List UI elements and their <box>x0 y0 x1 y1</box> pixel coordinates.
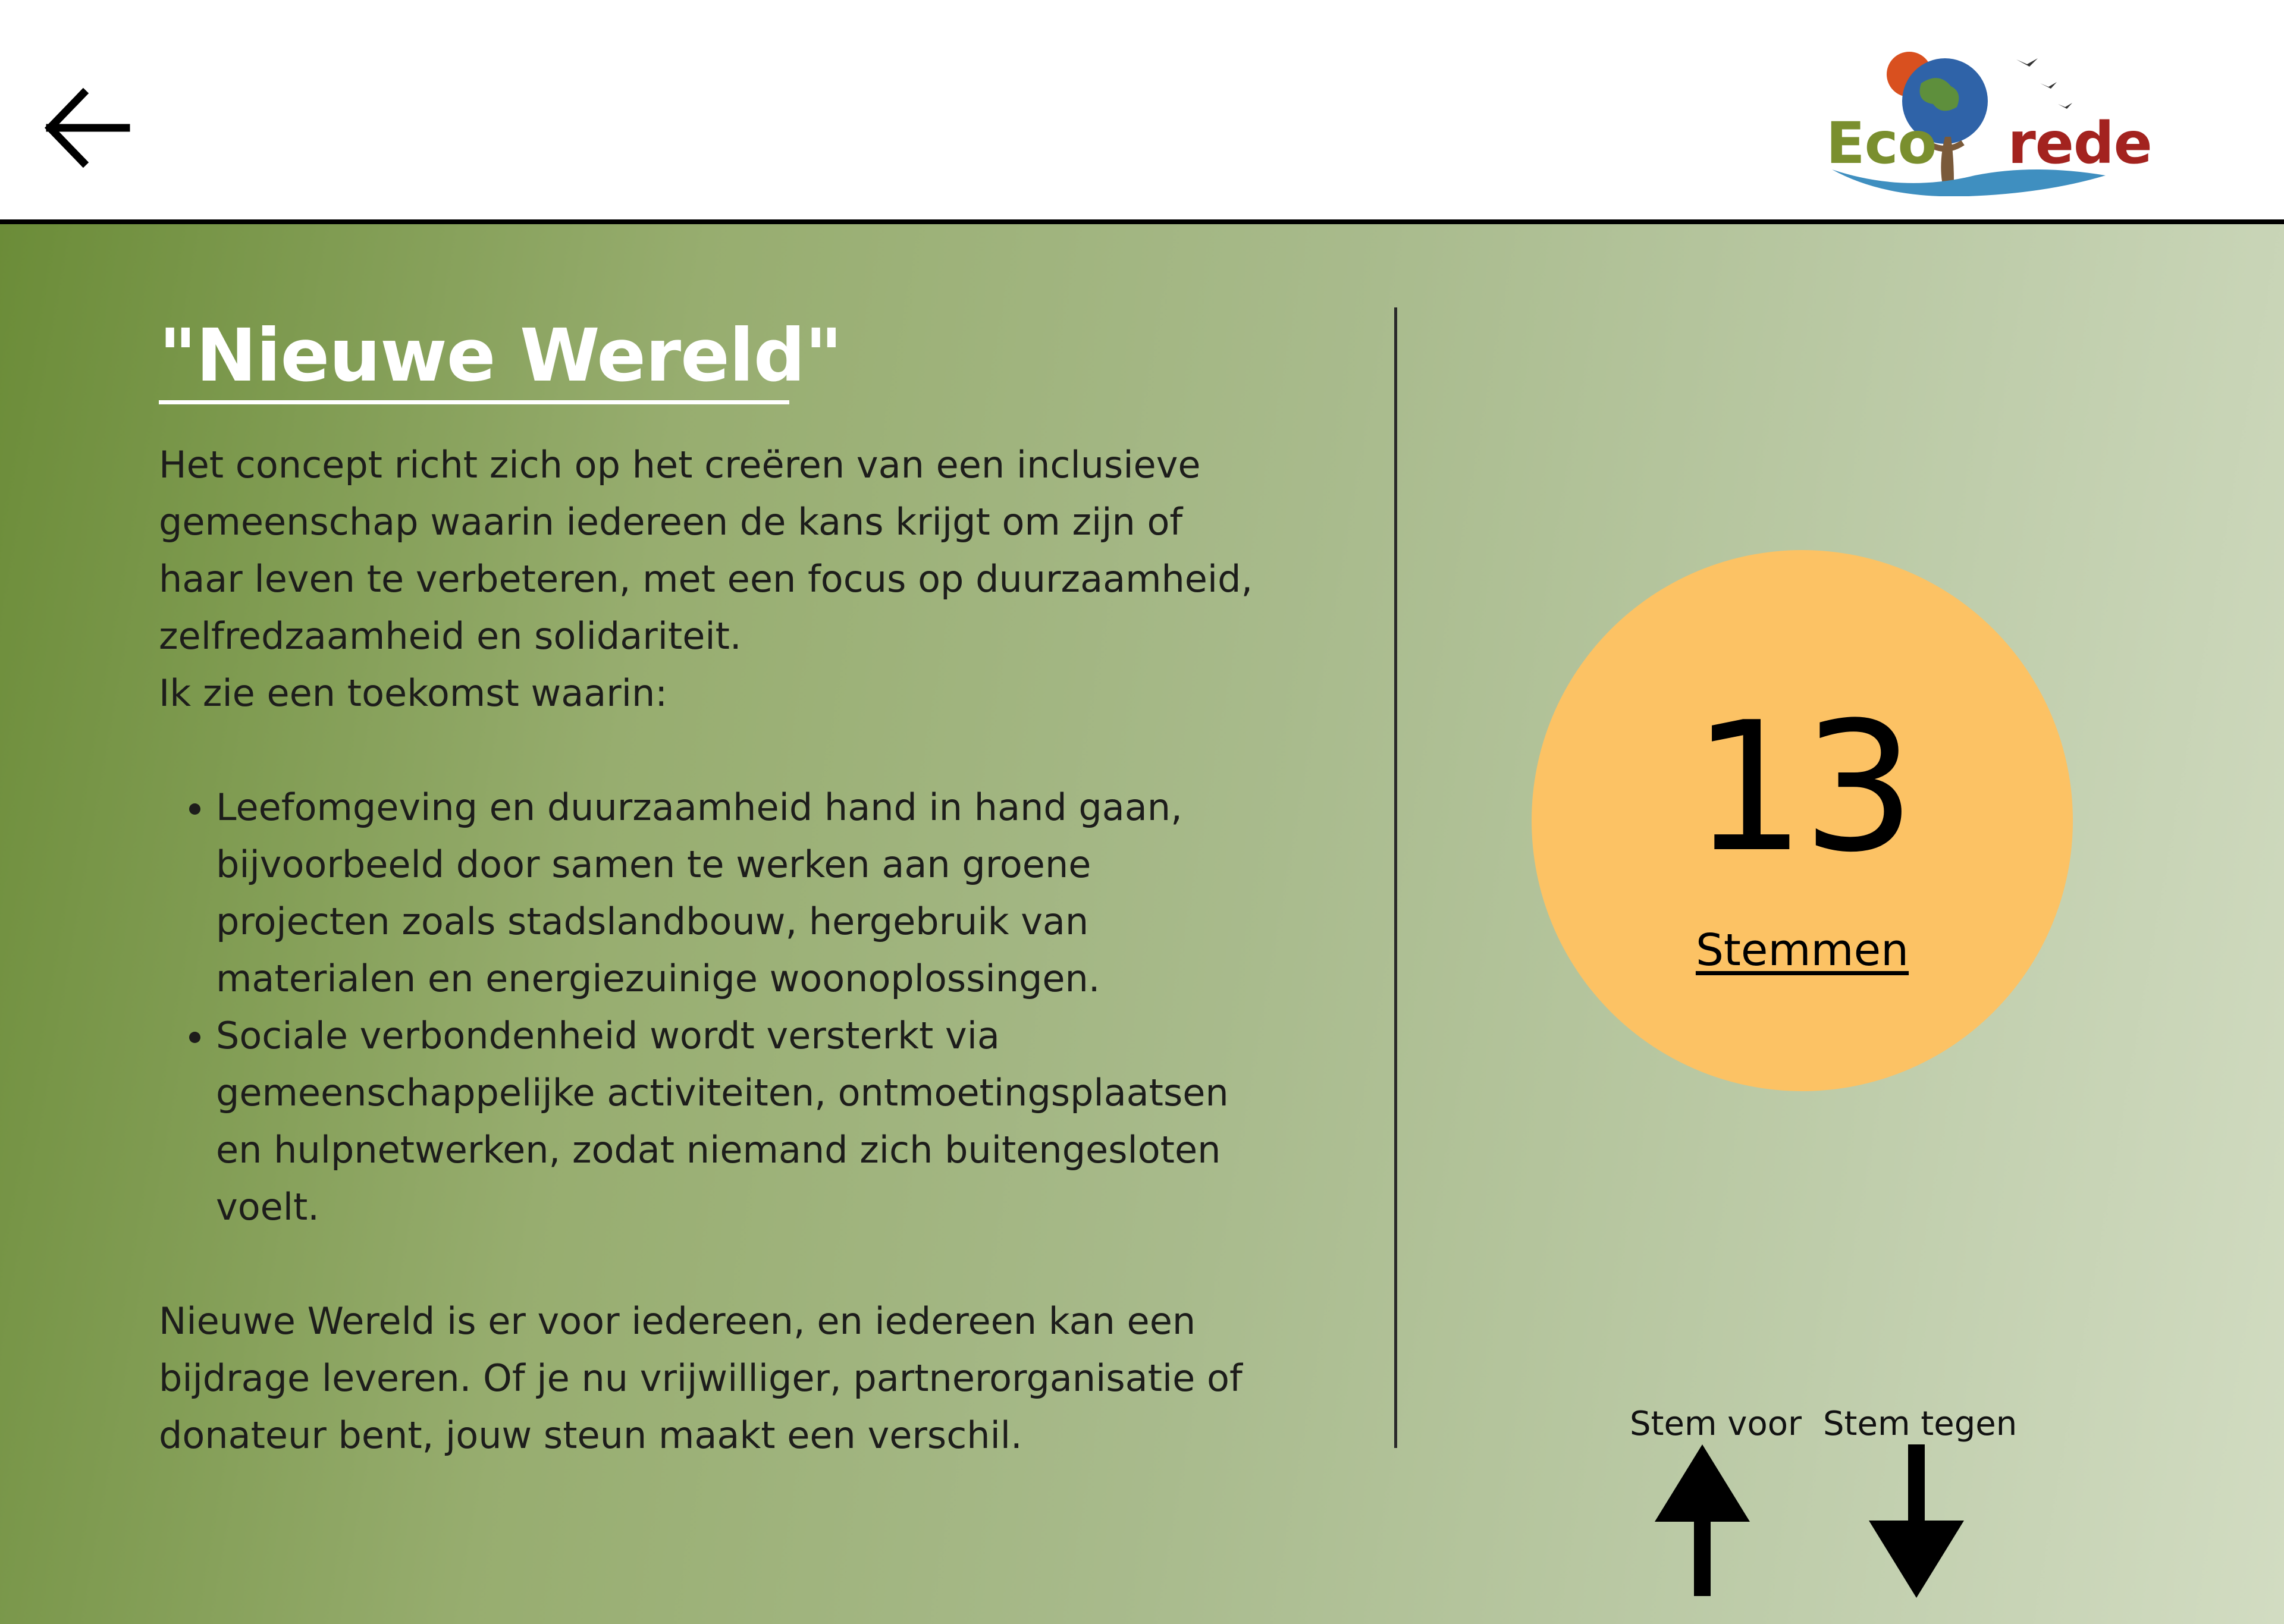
bullet-line: projecten zoals stadslandbouw, hergebruik van <box>216 900 1089 943</box>
outro-line: bijdrage leveren. Of je nu vrijwilliger, partnerorganisatie of <box>159 1356 1243 1400</box>
ecovrede-logo <box>1826 48 2152 196</box>
bullet-list <box>159 779 1313 1236</box>
bullet-line: gemeenschappelijke activiteiten, ontmoetingsplaatsen <box>216 1071 1229 1114</box>
logo-text-rede: rede <box>2007 110 2152 177</box>
list-item <box>216 779 1313 1007</box>
vertical-divider <box>1394 307 1397 1448</box>
intro-line: Het concept richt zich op het creëren van een inclusieve <box>159 443 1201 486</box>
arrow-down-icon <box>1869 1444 1964 1599</box>
intro-line: zelfredzaamheid en solidariteit. <box>159 614 742 658</box>
intro-line: gemeenschap waarin iedereen de kans krijgt om zijn of <box>159 500 1183 544</box>
bullet-line: voelt. <box>216 1185 320 1229</box>
bullet-line: materialen en energiezuinige woonoplossingen. <box>216 957 1100 1000</box>
list-item <box>216 1007 1313 1236</box>
bullet-line: Leefomgeving en duurzaamheid hand in hand gaan, <box>216 786 1182 829</box>
intro-line: haar leven te verbeteren, met een focus op duurzaamheid, <box>159 557 1253 601</box>
bullet-line: bijvoorbeeld door samen te werken aan groene <box>216 843 1091 886</box>
votes-link[interactable]: Stemmen <box>1695 925 1909 976</box>
vote-count-badge <box>1532 550 2073 1091</box>
article-body <box>159 436 1313 1464</box>
vote-up-button[interactable] <box>1655 1444 1750 1599</box>
vote-down-button[interactable] <box>1869 1444 1964 1599</box>
bullet-line: en hulpnetwerken, zodat niemand zich buitengesloten <box>216 1128 1221 1171</box>
page-title: "Nieuwe Wereld" <box>159 313 842 398</box>
intro-line: Ik zie een toekomst waarin: <box>159 671 668 715</box>
outro-line: donateur bent, jouw steun maakt een verschil. <box>159 1413 1022 1457</box>
vote-up-label: Stem voor <box>1630 1405 1802 1443</box>
logo-wordmark <box>1826 110 2152 177</box>
vote-count: 13 <box>1692 684 1912 891</box>
vote-down-label: Stem tegen <box>1823 1405 2018 1443</box>
back-button[interactable] <box>43 83 132 172</box>
logo-text-eco: Eco <box>1826 110 1937 177</box>
arrow-left-icon <box>43 83 132 172</box>
outro-line: Nieuwe Wereld is er voor iedereen, en iedereen kan een <box>159 1299 1196 1343</box>
title-underline <box>159 400 789 404</box>
header <box>0 0 2284 224</box>
bullet-line: Sociale verbondenheid wordt versterkt via <box>216 1014 1000 1057</box>
arrow-up-icon <box>1655 1444 1750 1599</box>
